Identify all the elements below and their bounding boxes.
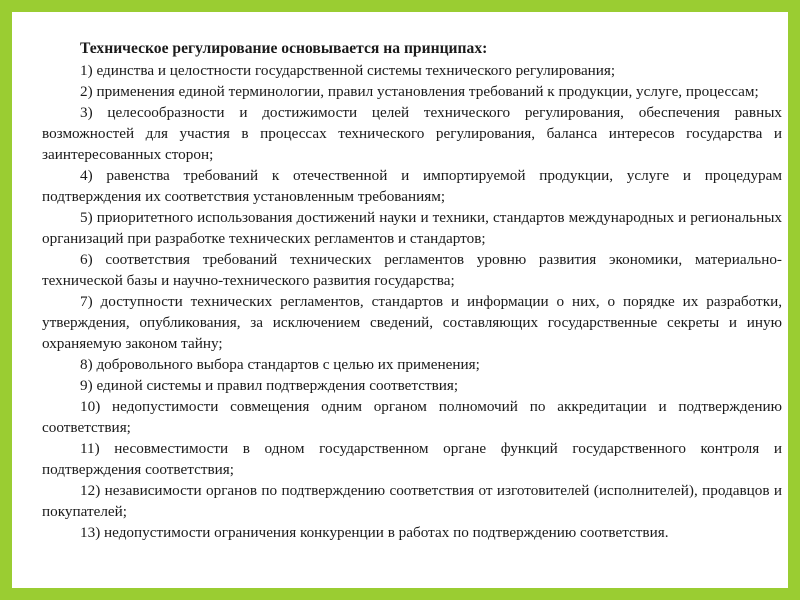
principle-item-2: 2) применения единой терминологии, правил установления требований к продукции, услуге, процессам; <box>80 83 759 100</box>
principle-item-9: 9) единой системы и правил подтверждения соответствия; <box>80 377 459 394</box>
principle-item-13: 13) недопустимости ограничения конкуренции в работах по подтверждению соответствия. <box>80 524 669 541</box>
slide-content <box>42 38 782 543</box>
principle-item-6: 6) соответствия требований технических регламентов уровню развития экономики, материально-технической базы и научно-технического развития государства; <box>42 251 782 289</box>
principle-item-5: 5) приоритетного использования достижений науки и техники, стандартов международных и региональных организаций при разработке технических регламентов и стандартов; <box>42 209 782 247</box>
principle-item-7: 7) доступности технических регламентов, стандартов и информации о них, о порядке их разработки, утверждения, опубликования, за исключением сведений, составляющих государственные секреты и иную охраняемую законом тайну; <box>42 293 782 352</box>
principle-item-11: 11) несовместимости в одном государственном органе функций государственного контроля и подтверждения соответствия; <box>42 440 782 478</box>
principle-item-8: 8) добровольного выбора стандартов с целью их применения; <box>80 356 480 373</box>
principle-item-3: 3) целесообразности и достижимости целей технического регулирования, обеспечения равных возможностей для участия в процессах технического регулирования, баланса интересов государства и заинтересованных сторон; <box>42 104 782 163</box>
principle-item-12: 12) независимости органов по подтверждению соответствия от изготовителей (исполнителей), продавцов и покупателей; <box>42 482 782 520</box>
slide-title: Техническое регулирование основывается на принципах: <box>80 40 488 57</box>
principle-item-1: 1) единства и целостности государственной системы технического регулирования; <box>80 62 616 79</box>
principle-item-4: 4) равенства требований к отечественной и импортируемой продукции, услуге и процедурам подтверждения их соответствия установленным требованиям; <box>42 167 782 205</box>
principle-item-10: 10) недопустимости совмещения одним органом полномочий по аккредитации и подтверждению соответствия; <box>42 398 782 436</box>
